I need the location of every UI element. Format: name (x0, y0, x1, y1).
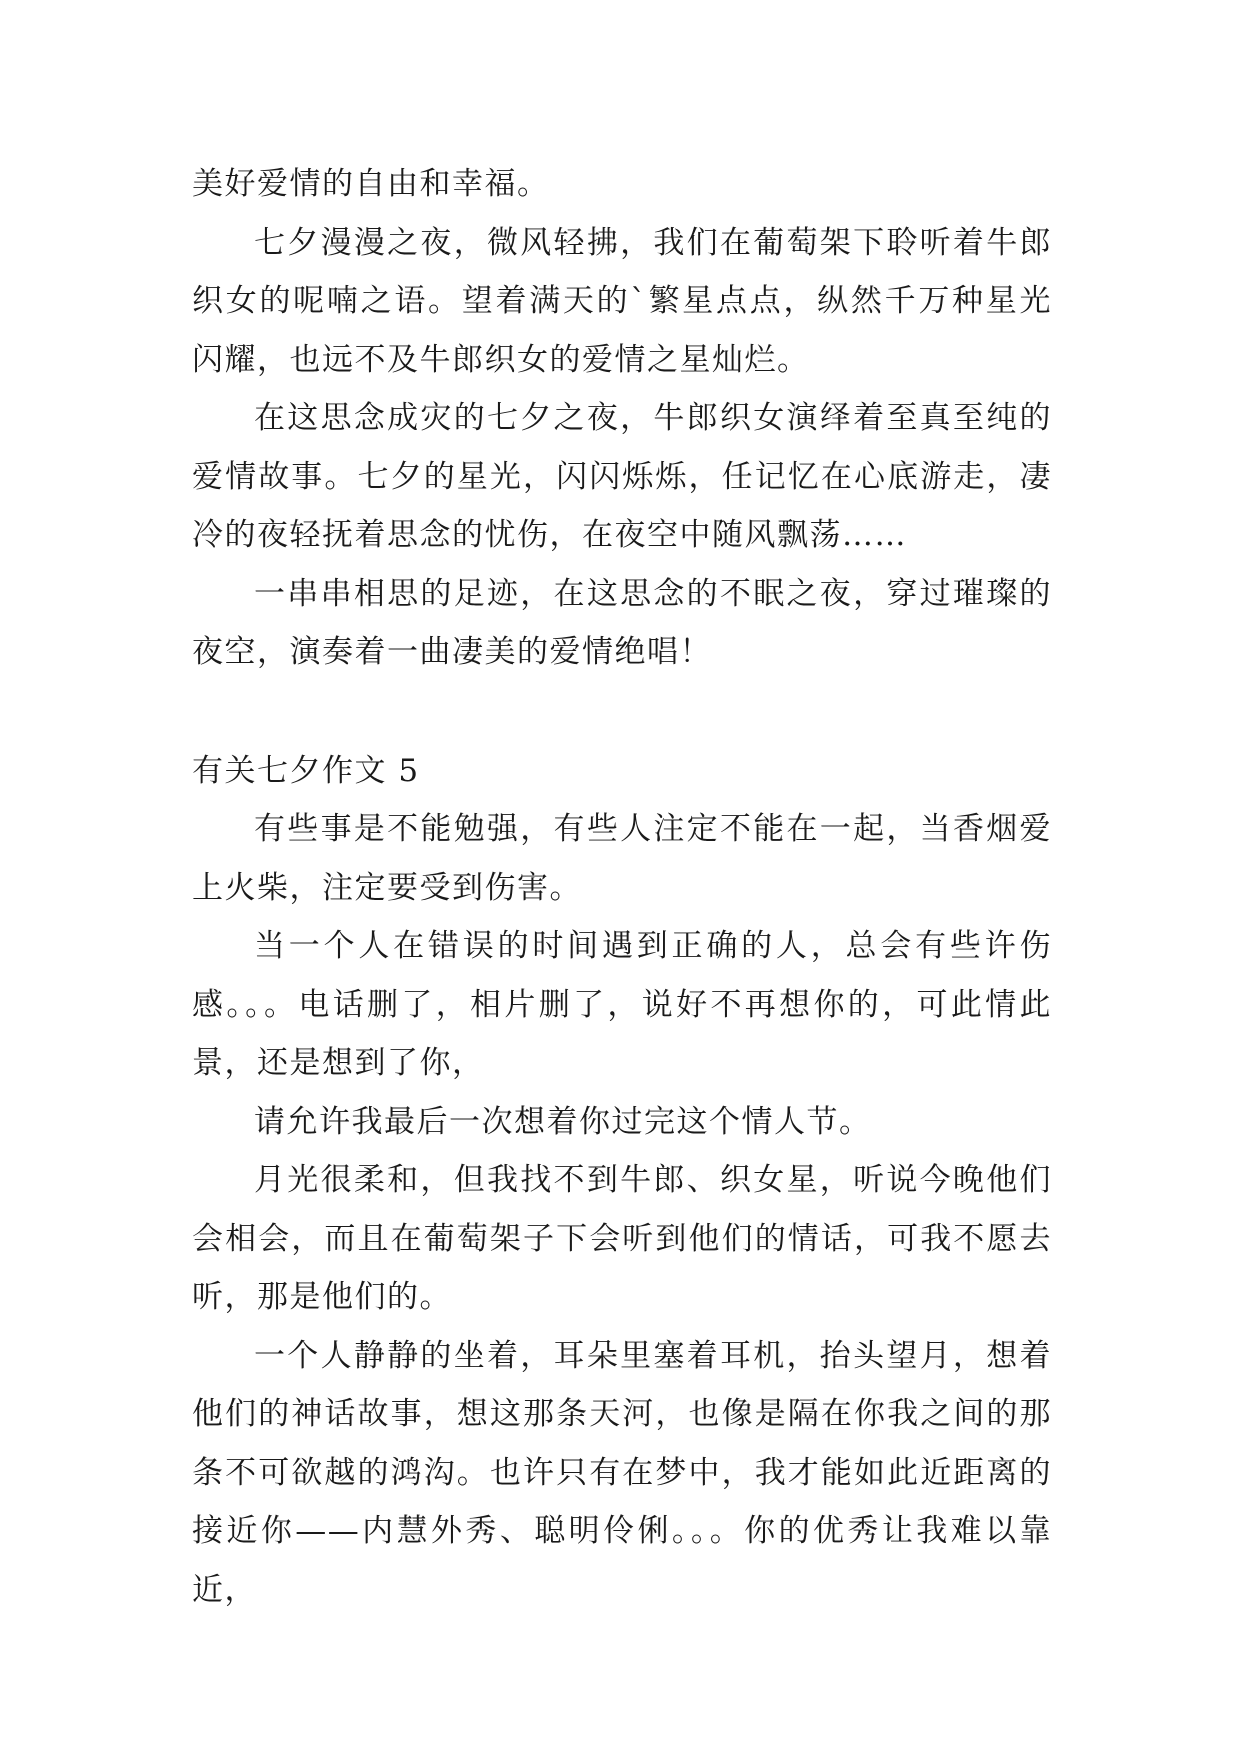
document-body (192, 155, 1052, 1619)
section-heading: 有关七夕作文 5 (192, 752, 420, 789)
paragraph: 月光很柔和，但我找不到牛郎、织女星，听说今晚他们会相会，而且在葡萄架子下会听到他们的情话，可我不愿去听，那是他们的。 (192, 1162, 1052, 1315)
paragraph: 七夕漫漫之夜，微风轻拂，我们在葡萄架下聆听着牛郎织女的呢喃之语。望着满天的`繁星点点，纵然千万种星光闪耀，也远不及牛郎织女的爱情之星灿烂。 (192, 224, 1052, 378)
paragraph: 有些事是不能勉强，有些人注定不能在一起，当香烟爱上火柴，注定要受到伤害。 (192, 811, 1052, 906)
paragraph: 当一个人在错误的时间遇到正确的人，总会有些许伤感。。。电话删了，相片删了，说好不再想你的，可此情此景，还是想到了你， (192, 928, 1052, 1081)
paragraph-continuation: 美好爱情的自由和幸福。 (192, 166, 550, 202)
paragraph: 请允许我最后一次想着你过完这个情人节。 (254, 1103, 872, 1140)
paragraph: 一个人静静的坐着，耳朵里塞着耳机，抬头望月，想着他们的神话故事，想这那条天河，也像是隔在你我之间的那条不可欲越的鸿沟。也许只有在梦中，我才能如此近距离的接近你——内慧外秀、聪明伶俐。。。你的优秀让我难以靠近， (192, 1337, 1052, 1608)
paragraph: 一串串相思的足迹，在这思念的不眠之夜，穿过璀璨的夜空，演奏着一曲凄美的爱情绝唱！ (192, 575, 1052, 670)
paragraph: 在这思念成灾的七夕之夜，牛郎织女演绎着至真至纯的爱情故事。七夕的星光，闪闪烁烁，任记忆在心底游走，凄冷的夜轻抚着思念的忧伤，在夜空中随风飘荡…… (192, 400, 1052, 553)
